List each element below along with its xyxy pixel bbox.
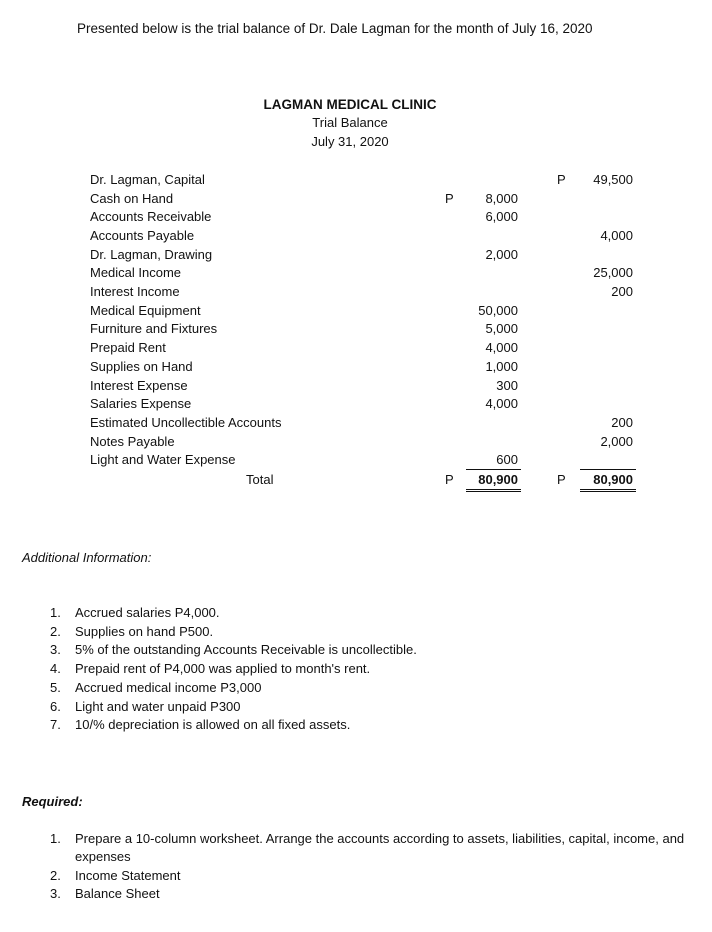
total-credit: 80,900 [593,472,633,487]
list-item [50,867,685,885]
account-name: Dr. Lagman, Drawing [90,247,213,262]
item-text: Light and water unpaid P300 [75,698,241,714]
item-number: 1. [50,605,61,620]
list-item [50,660,417,679]
debit-amount: 8,000 [485,191,518,206]
account-name: Salaries Expense [90,396,192,411]
item-number: 4. [50,661,61,677]
account-name: Medical Income [90,265,182,280]
account-name: Estimated Uncollectible Accounts [90,415,282,430]
list-item [50,830,685,867]
item-number: 7. [50,717,61,733]
item-number: 3. [50,886,61,902]
credit-amount: 49,500 [593,172,633,187]
item-text: Prepaid rent of P4,000 was applied to month's rent. [75,661,371,677]
item-number: 6. [50,698,61,714]
total-double-rule-credit [580,491,636,492]
debit-amount: 6,000 [485,209,518,224]
total-rule-debit [466,469,521,470]
debit-amount: 4,000 [485,340,518,355]
credit-amount: 25,000 [593,265,633,280]
account-name: Interest Income [90,284,180,299]
item-text: Income Statement [75,867,181,883]
credit-amount: 4,000 [600,228,633,243]
peso-sign-credit: P [557,172,566,187]
debit-amount: 5,000 [485,321,518,336]
total-double-rule-credit [580,489,636,490]
credit-amount: 2,000 [600,434,633,449]
item-number: 2. [50,867,61,883]
debit-amount: 50,000 [478,303,518,318]
list-item [50,885,685,903]
total-debit: 80,900 [478,472,518,487]
additional-info-list [50,604,417,735]
account-name: Accounts Payable [90,228,195,243]
account-name: Medical Equipment [90,303,201,318]
total-double-rule-debit [466,491,521,492]
item-number: 5. [50,679,61,695]
debit-amount: 600 [496,452,518,467]
list-item [50,716,417,735]
required-list [50,830,685,904]
report-title: Trial Balance [312,115,388,130]
total-label: Total [246,472,274,487]
total-double-rule-debit [466,489,521,490]
item-number: 3. [50,642,61,658]
item-text: Accrued medical income P3,000 [75,679,262,695]
debit-amount: 300 [496,378,518,393]
account-name: Prepaid Rent [90,340,166,355]
account-name: Supplies on Hand [90,359,193,374]
item-text: Accrued salaries P4,000. [75,605,220,620]
account-name: Cash on Hand [90,191,174,206]
peso-sign-debit: P [445,191,454,206]
additional-info-title: Additional Information: [22,550,152,565]
report-date: July 31, 2020 [311,134,389,149]
account-name: Furniture and Fixtures [90,321,218,336]
company-name: LAGMAN MEDICAL CLINIC [263,97,437,112]
item-text: Prepare a 10-column worksheet. Arrange the accounts according to assets, liabilities, capital, income, and expenses [75,831,685,865]
list-item [50,604,417,623]
item-text: 5% of the outstanding Accounts Receivable is uncollectible. [75,642,417,658]
account-name: Notes Payable [90,434,175,449]
account-name: Dr. Lagman, Capital [90,172,205,187]
debit-amount: 1,000 [485,359,518,374]
total-rule-credit [580,469,636,470]
list-item [50,623,417,642]
list-item [50,698,417,717]
item-number: 1. [50,831,61,846]
credit-amount: 200 [611,415,633,430]
account-name: Accounts Receivable [90,209,212,224]
item-number: 2. [50,623,61,639]
credit-amount: 200 [611,284,633,299]
required-title: Required: [22,794,83,809]
item-text: Balance Sheet [75,886,160,902]
list-item [50,679,417,698]
peso-sign-total-credit: P [557,472,566,487]
item-text: 10/% depreciation is allowed on all fixed assets. [75,717,351,733]
intro-text: Presented below is the trial balance of Dr. Dale Lagman for the month of July 16, 2020 [77,21,593,36]
peso-sign-total-debit: P [445,472,454,487]
debit-amount: 4,000 [485,396,518,411]
debit-amount: 2,000 [485,247,518,262]
account-name: Interest Expense [90,378,188,393]
list-item [50,641,417,660]
item-text: Supplies on hand P500. [75,623,214,639]
account-name: Light and Water Expense [90,452,236,467]
